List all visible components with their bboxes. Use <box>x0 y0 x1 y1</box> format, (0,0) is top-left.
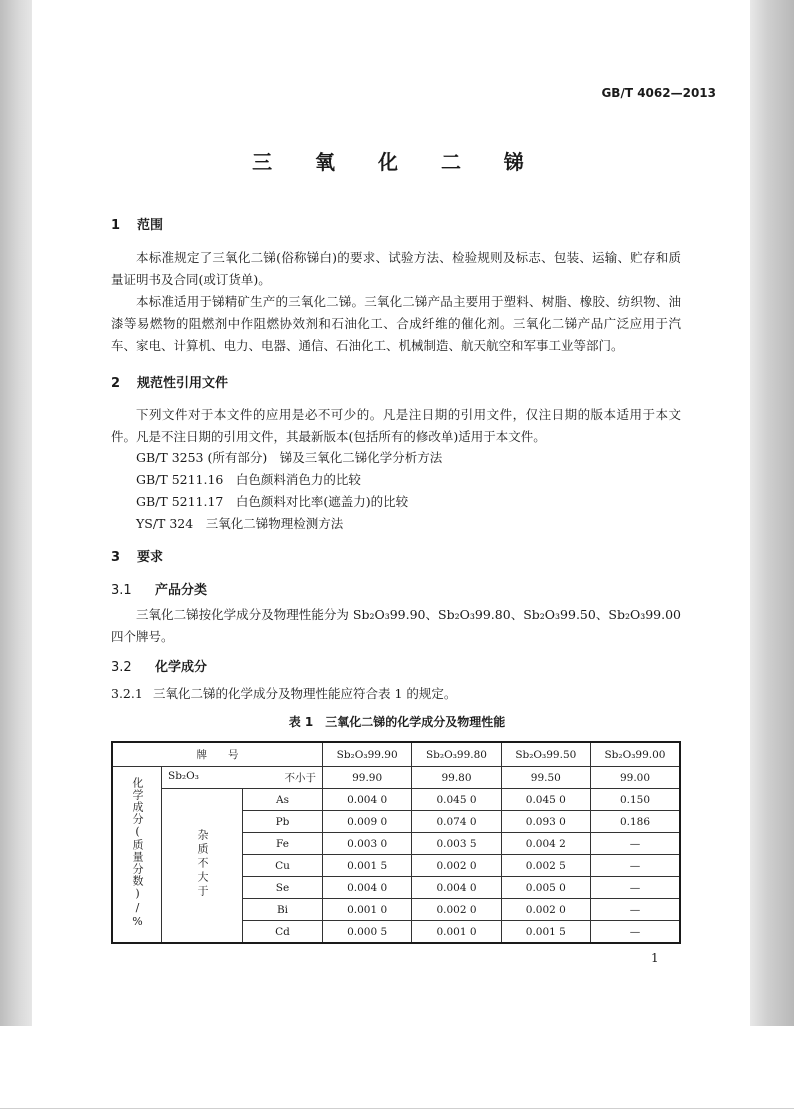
value-cell: 0.001 5 <box>322 855 411 877</box>
value-cell: — <box>591 877 681 899</box>
grade-cell: Sb₂O₃99.00 <box>591 742 681 767</box>
value-cell: 0.004 0 <box>322 789 411 811</box>
value-cell: 0.004 0 <box>412 877 501 899</box>
value-cell: — <box>591 855 681 877</box>
element-cell: Fe <box>243 833 323 855</box>
value-cell: — <box>591 921 681 944</box>
element-cell: Cd <box>243 921 323 944</box>
value-cell: 0.003 0 <box>322 833 411 855</box>
section-title: 化学成分 <box>155 660 208 675</box>
sb2o3-label-cell <box>162 767 323 789</box>
section-title: 产品分类 <box>155 583 208 598</box>
section-3-heading <box>111 546 163 565</box>
section-1-paragraph-2: 本标准适用于锑精矿生产的三氧化二锑。三氧化二锑产品主要用于塑料、树脂、橡胶、纺织物、油漆等易燃物的阻燃剂中作阻燃协效剂和石油化工、合成纤维的催化剂。三氧化二锑产品广泛应用于汽车、家电、计算机、电力、电器、通信、石油化工、机械制造、航天航空和军事工业等部门。 <box>111 294 681 353</box>
value-cell: 0.002 0 <box>412 899 501 921</box>
value-cell: 0.002 0 <box>412 855 501 877</box>
table-header-row <box>112 742 680 767</box>
group-label: 化学成分(质量分数)/% <box>131 777 144 929</box>
element-cell: As <box>243 789 323 811</box>
group-label-cell <box>112 767 162 944</box>
value-cell: 0.003 5 <box>412 833 501 855</box>
qualifier-label: 不小于 <box>284 772 316 784</box>
section-title: 规范性引用文件 <box>137 376 229 391</box>
specification-table <box>111 741 681 944</box>
value-cell: 0.001 5 <box>501 921 590 944</box>
section-3-1-heading <box>111 579 207 598</box>
clause-3-2-1 <box>111 684 456 702</box>
section-title: 范围 <box>137 218 164 233</box>
reference-item: GB/T 3253 (所有部分) 锑及三氧化二锑化学分析方法 <box>136 450 443 465</box>
clause-number: 3.2.1 <box>111 686 143 701</box>
section-number: 1 <box>111 218 121 233</box>
table-row <box>112 789 680 811</box>
value-cell: 0.000 5 <box>322 921 411 944</box>
page-number: 1 <box>651 951 659 965</box>
section-1-heading <box>111 214 163 233</box>
section-3-2-heading <box>111 656 207 675</box>
value-cell: 0.002 5 <box>501 855 590 877</box>
table-caption: 表 1 三氧化二锑的化学成分及物理性能 <box>288 715 506 729</box>
value-cell: — <box>591 899 681 921</box>
value-cell: 0.074 0 <box>412 811 501 833</box>
impurity-label: 杂质不大于 <box>196 829 209 899</box>
sb2o3-label: Sb₂O₃ <box>168 770 199 782</box>
value-cell: 0.093 0 <box>501 811 590 833</box>
grade-cell: Sb₂O₃99.90 <box>322 742 411 767</box>
grade-cell: Sb₂O₃99.80 <box>412 742 501 767</box>
value-cell: — <box>591 833 681 855</box>
document-title: 三 氧 化 二 锑 <box>252 150 542 174</box>
reference-item: YS/T 324 三氧化二锑物理检测方法 <box>136 516 344 531</box>
section-number: 2 <box>111 376 121 391</box>
impurity-label-cell <box>162 789 243 944</box>
clause-text: 三氧化二锑的化学成分及物理性能应符合表 1 的规定。 <box>153 686 457 701</box>
reference-item: GB/T 5211.17 白色颜料对比率(遮盖力)的比较 <box>136 494 409 509</box>
section-number: 3.2 <box>111 660 132 675</box>
value-cell: 0.045 0 <box>412 789 501 811</box>
value-cell: 0.004 2 <box>501 833 590 855</box>
reference-item: GB/T 5211.16 白色颜料消色力的比较 <box>136 472 361 487</box>
section-title: 要求 <box>137 550 164 565</box>
value-cell: 0.005 0 <box>501 877 590 899</box>
value-cell: 0.186 <box>591 811 681 833</box>
value-cell: 0.004 0 <box>322 877 411 899</box>
section-2-paragraph-1: 下列文件对于本文件的应用是必不可少的。凡是注日期的引用文件，仅注日期的版本适用于本文件。凡是不注日期的引用文件，其最新版本(包括所有的修改单)适用于本文件。 <box>111 407 681 444</box>
value-cell: 0.150 <box>591 789 681 811</box>
value-cell: 99.50 <box>501 767 590 789</box>
element-cell: Cu <box>243 855 323 877</box>
bottom-divider <box>0 1108 794 1109</box>
section-3-1-paragraph: 三氧化二锑按化学成分及物理性能分为 Sb₂O₃99.90、Sb₂O₃99.80、Sb₂O₃99.50、Sb₂O₃99.00 四个牌号。 <box>111 607 681 644</box>
value-cell: 0.002 0 <box>501 899 590 921</box>
element-cell: Se <box>243 877 323 899</box>
section-1-paragraph-1: 本标准规定了三氧化二锑(俗称锑白)的要求、试验方法、检验规则及标志、包装、运输、贮存和质量证明书及合同(或订货单)。 <box>111 250 681 287</box>
value-cell: 0.045 0 <box>501 789 590 811</box>
grade-header: 牌 号 <box>112 742 322 767</box>
value-cell: 0.001 0 <box>322 899 411 921</box>
value-cell: 99.90 <box>322 767 411 789</box>
element-cell: Bi <box>243 899 323 921</box>
element-cell: Pb <box>243 811 323 833</box>
page-bottom-margin <box>0 1026 794 1111</box>
grade-cell: Sb₂O₃99.50 <box>501 742 590 767</box>
standard-number: GB/T 4062—2013 <box>601 86 716 100</box>
section-2-heading <box>111 372 228 391</box>
value-cell: 99.00 <box>591 767 681 789</box>
value-cell: 0.001 0 <box>412 921 501 944</box>
section-number: 3 <box>111 550 121 565</box>
table-row <box>112 767 680 789</box>
section-number: 3.1 <box>111 583 132 598</box>
value-cell: 0.009 0 <box>322 811 411 833</box>
value-cell: 99.80 <box>412 767 501 789</box>
